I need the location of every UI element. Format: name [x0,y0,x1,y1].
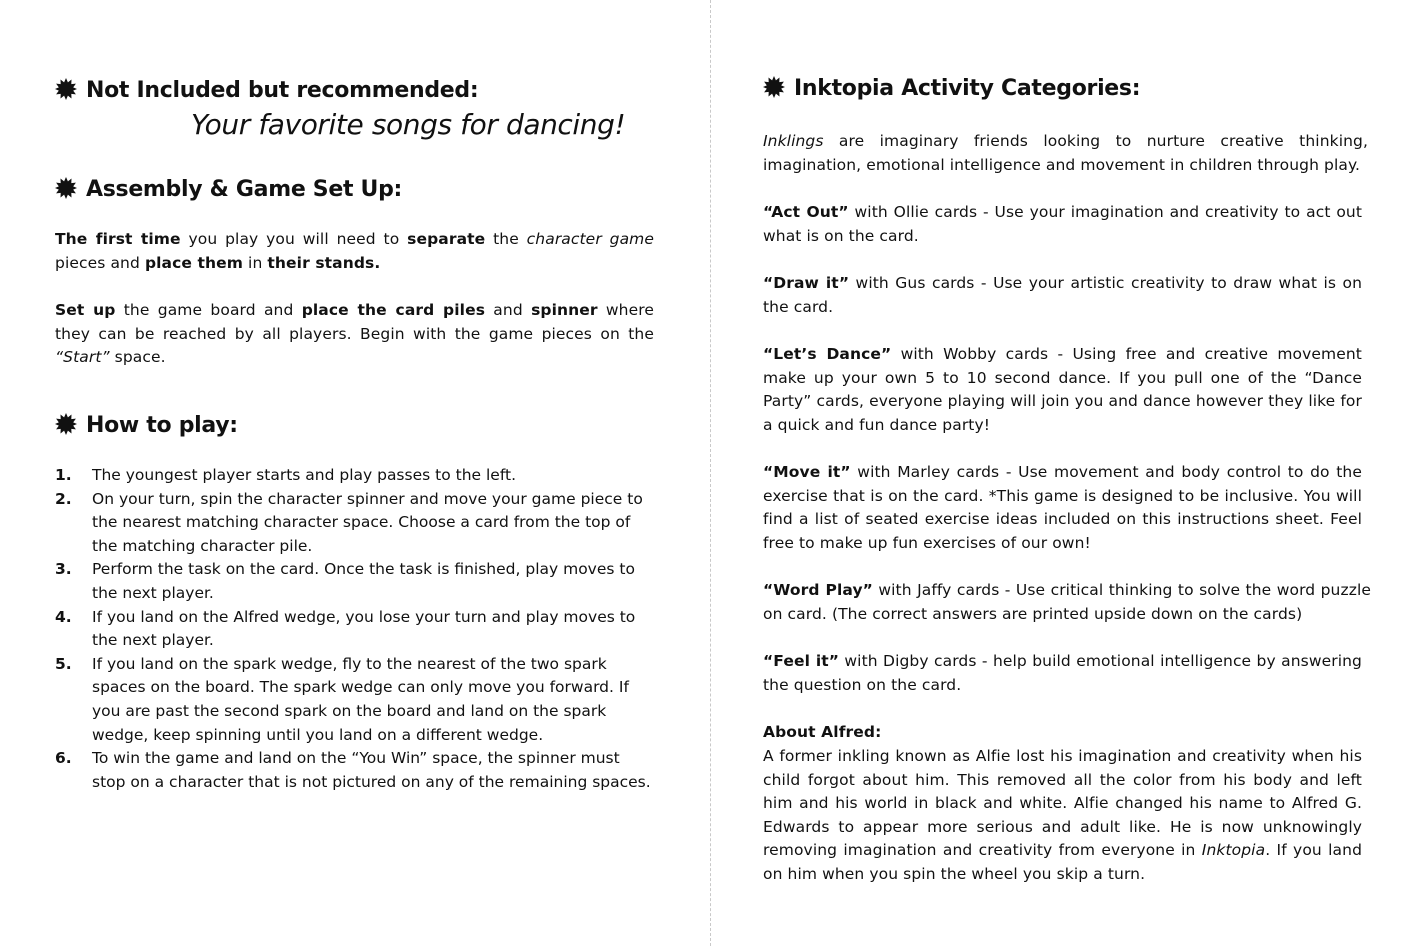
category-name: “Draw it” [763,274,850,292]
text: and [485,301,532,319]
step-text: To win the game and land on the “You Win” space, the spinner must stop on a character that is not pictured on any of the remaining spaces. [92,749,651,791]
list-item [55,653,656,747]
step-text: On your turn, spin the character spinner and move your game piece to the nearest matching character space. Choose a card from the top of the matching character pile. [92,489,643,555]
list-item [55,606,656,653]
category-lets-dance [763,343,1362,437]
step-text: Perform the task on the card. Once the task is finished, play moves to the next player. [92,560,635,602]
category-name: “Word Play” [763,581,873,599]
category-act-out [763,201,1362,248]
page-divider [710,0,711,946]
bold-text: Set up [55,301,116,319]
bold-text: separate [407,230,486,248]
category-word-play [763,579,1371,626]
bold-text: spinner [531,301,598,319]
bold-text: their stands. [267,253,381,272]
step-number: 2. [55,489,72,508]
assembly-heading-text: Assembly & Game Set Up: [86,177,403,202]
text: space. [109,348,166,367]
burst-icon [55,177,77,199]
assembly-heading [55,177,402,203]
step-text: If you land on the Alfred wedge, you lose your turn and play moves to the next player. [92,607,636,650]
intro-paragraph [763,130,1368,177]
step-number: 1. [55,466,72,484]
how-to-play-heading-text: How to play: [86,413,238,438]
list-item [55,488,656,559]
text: . If you land on him when you spin the wheel you skip a turn. [763,841,1363,883]
category-name: “Move it” [763,463,851,481]
category-name: “Act Out” [763,203,849,221]
about-alfred-paragraph [763,745,1362,887]
category-draw-it [763,272,1362,319]
category-feel-it [763,650,1362,697]
italic-text: Inklings [763,132,824,150]
category-text: with Digby cards - help build emotional intelligence by answering the question on the card. [763,652,1362,694]
list-item [55,747,656,794]
italic-text: Inktopia [1201,841,1266,860]
category-text: with Marley cards - Use movement and body control to do the exercise that is on the card. *This game is designed to be inclusive. You will find a list of seated exercise ideas included on this instructions sheet. Feel free to make up fun exercises of our own! [763,463,1362,552]
category-text: with Wobby cards - Using free and creative movement make up your own 5 to 10 second dance. If you pull one of the “Dance Party” cards, everyone playing will join you and dance however they like for a quick and fun dance party! [763,345,1362,434]
burst-icon [55,78,77,100]
text: where they can be reached by all players. Begin with the game pieces on the [55,301,655,343]
category-name: “Feel it” [763,652,840,670]
about-alfred-heading: About Alfred: [763,723,882,741]
text: are imaginary friends looking to nurture creative thinking, imagination, emotional intelligence and movement in children through play. [763,132,1368,174]
setup-paragraph-2 [55,299,654,370]
bold-text: The first time [55,230,181,248]
step-number: 5. [55,654,72,673]
category-move-it [763,461,1362,555]
setup-paragraph-1 [55,228,654,275]
italic-text: character game [526,230,654,248]
list-item [55,464,656,488]
categories-heading [763,76,1140,102]
burst-icon [763,76,785,98]
text: the [485,230,527,248]
categories-heading-text: Inktopia Activity Categories: [794,76,1141,101]
step-number: 3. [55,560,72,579]
songs-text: Your favorite songs for dancing! [191,108,626,141]
step-text: The youngest player starts and play passes to the left. [92,466,517,484]
step-text: If you land on the spark wedge, fly to the nearest of the two spark spaces on the board. The spark wedge can only move you forward. If you are past the second spark on the board and land on the spark wedge, keep spinning until you land on a different wedge. [92,654,629,744]
italic-text: “Start” [55,348,110,367]
text: you play you will need to [180,230,408,248]
category-text: with Ollie cards - Use your imagination and creativity to act out what is on the card. [763,203,1363,245]
category-text: with Jaffy cards - Use critical thinking to solve the word puzzle on card. (The correct answers are printed upside down on the cards) [763,581,1371,623]
list-item [55,558,656,605]
category-name: “Let’s Dance” [763,345,892,363]
burst-icon [55,413,77,435]
text: in [243,253,268,272]
not-included-heading-text: Not Included but recommended: [86,78,479,103]
text: the game board and [115,301,302,319]
not-included-heading [55,78,478,104]
bold-text: place the card piles [301,301,486,319]
text: A former inkling known as Alfie lost his imagination and creativity when his child forgot about him. This removed all the color from his body and left him and his world in black and white. Alfie changed his name to Alfred G. Edwards to appear more serious and adult like. He is now unknowingly removing imagination and creativity from everyone in [763,747,1362,860]
category-text: with Gus cards - Use your artistic creativity to draw what is on the card. [763,274,1362,316]
text: pieces and [55,253,145,272]
steps-list [55,464,656,794]
step-number: 4. [55,607,72,626]
bold-text: place them [144,253,244,272]
how-to-play-heading [55,413,238,439]
step-number: 6. [55,749,72,768]
